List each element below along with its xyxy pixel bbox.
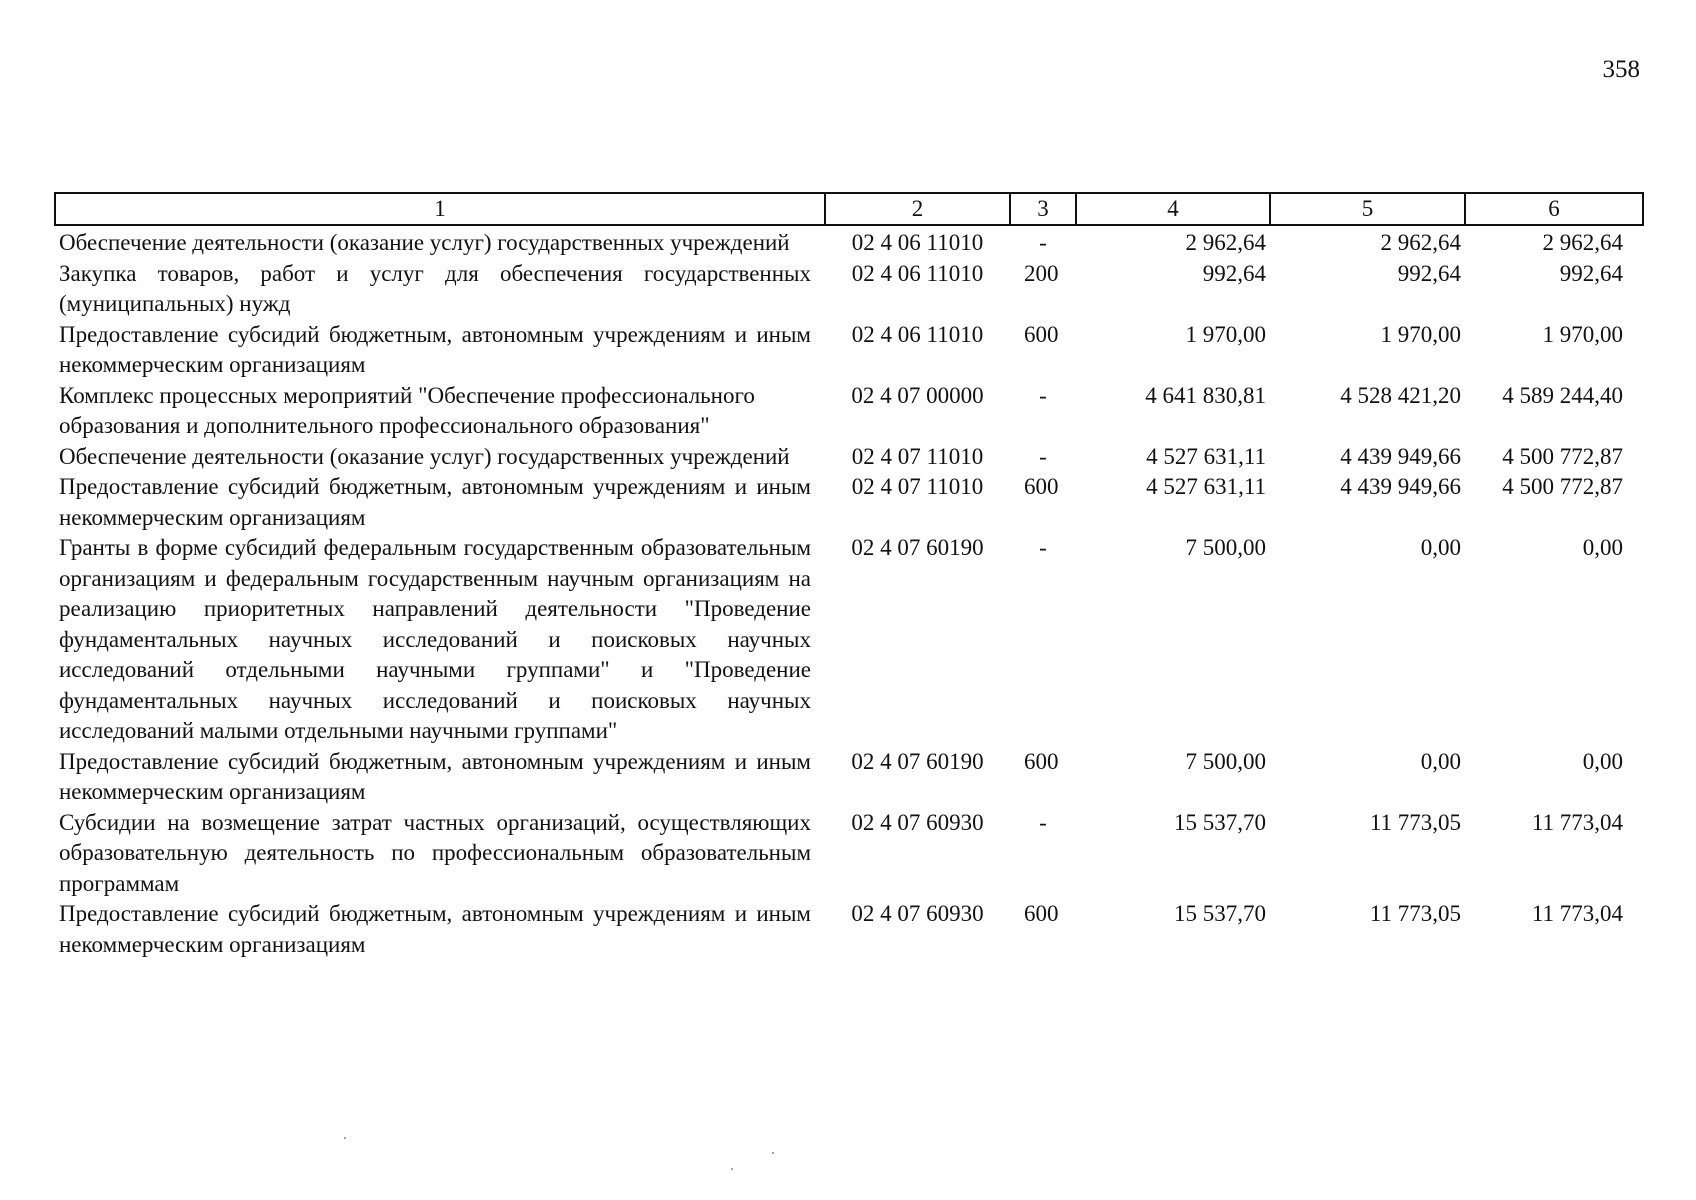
row-value-5: 2 962,64 bbox=[1380, 230, 1461, 255]
budget-table bbox=[54, 192, 1644, 960]
row-value-6: 11 773,04 bbox=[1531, 901, 1623, 926]
row-name: Предоставление субсидий бюджетным, автономным учреждениям и иным некоммерческим организациям bbox=[59, 901, 811, 957]
header-col-4: 4 bbox=[1076, 193, 1270, 225]
row-code: 02 4 06 11010 bbox=[851, 230, 984, 255]
row-value-5: 4 439 949,66 bbox=[1340, 443, 1461, 469]
row-name: Гранты в форме субсидий федеральным государственным образовательным организациям и федеральным государственным научным организациям на реализацию приоритетных направлений деятельности "Проведение фундаментальных научных исследований и поисковых научных исследований отдельными научными группами" и "Проведение фундаментальных научных исследований и поисковых научных исследований малыми отдельными научными группами" bbox=[59, 535, 811, 743]
row-name: Предоставление субсидий бюджетным, автономным учреждениям и иным некоммерческим организациям bbox=[59, 474, 811, 530]
row-name: Обеспечение деятельности (оказание услуг) государственных учреждений bbox=[59, 230, 790, 255]
header-row bbox=[55, 193, 1643, 225]
header-col-6: 6 bbox=[1465, 193, 1643, 225]
table-row bbox=[55, 808, 1643, 900]
table-row bbox=[55, 320, 1643, 381]
row-value-6: 1 970,00 bbox=[1542, 321, 1623, 347]
row-code: 02 4 07 60930 bbox=[851, 901, 984, 926]
row-type: - bbox=[1039, 382, 1047, 408]
row-value-4: 992,64 bbox=[1202, 260, 1266, 286]
table-row bbox=[55, 899, 1643, 960]
row-code: 02 4 06 11010 bbox=[851, 321, 984, 347]
table-header bbox=[55, 193, 1643, 225]
row-type: 600 bbox=[1024, 901, 1059, 926]
page-number: 358 bbox=[1602, 56, 1640, 83]
row-code: 02 4 07 60190 bbox=[851, 535, 984, 560]
table-row bbox=[55, 259, 1643, 320]
row-value-4: 4 641 830,81 bbox=[1145, 382, 1266, 408]
row-type: 600 bbox=[1024, 748, 1059, 774]
row-value-5: 11 773,05 bbox=[1369, 901, 1461, 926]
scan-speck bbox=[344, 1137, 346, 1139]
row-code: 02 4 07 11010 bbox=[851, 443, 984, 469]
row-code: 02 4 07 60930 bbox=[851, 809, 984, 835]
row-value-5: 11 773,05 bbox=[1369, 809, 1461, 835]
row-value-4: 7 500,00 bbox=[1185, 748, 1266, 774]
scan-speck bbox=[731, 1168, 733, 1170]
row-value-4: 15 537,70 bbox=[1174, 901, 1266, 926]
scan-speck bbox=[772, 1152, 774, 1154]
table-row bbox=[55, 747, 1643, 808]
header-col-2: 2 bbox=[825, 193, 1010, 225]
table-row bbox=[55, 472, 1643, 533]
row-value-4: 4 527 631,11 bbox=[1146, 443, 1266, 469]
row-value-6: 4 500 772,87 bbox=[1502, 443, 1623, 469]
row-name: Комплекс процессных мероприятий "Обеспечение профессионального образования и дополнительного профессионального образования" bbox=[59, 382, 755, 438]
row-name: Обеспечение деятельности (оказание услуг) государственных учреждений bbox=[59, 443, 790, 469]
row-type: 600 bbox=[1024, 474, 1059, 499]
row-name: Закупка товаров, работ и услуг для обеспечения государственных (муниципальных) нужд bbox=[59, 260, 811, 316]
table-row bbox=[55, 533, 1643, 747]
row-value-6: 992,64 bbox=[1559, 260, 1623, 286]
row-type: - bbox=[1039, 443, 1047, 469]
row-code: 02 4 07 11010 bbox=[851, 474, 984, 499]
row-type: 200 bbox=[1024, 260, 1059, 286]
row-value-5: 0,00 bbox=[1420, 748, 1461, 774]
row-value-6: 0,00 bbox=[1582, 748, 1623, 774]
row-value-5: 4 528 421,20 bbox=[1340, 382, 1461, 408]
row-value-4: 4 527 631,11 bbox=[1146, 474, 1266, 499]
table-row bbox=[55, 225, 1643, 259]
row-value-5: 992,64 bbox=[1397, 260, 1461, 286]
row-value-4: 1 970,00 bbox=[1185, 321, 1266, 347]
row-value-6: 4 500 772,87 bbox=[1502, 474, 1623, 499]
row-value-5: 1 970,00 bbox=[1380, 321, 1461, 347]
row-value-4: 7 500,00 bbox=[1185, 535, 1266, 560]
table-body bbox=[55, 225, 1643, 960]
row-value-6: 4 589 244,40 bbox=[1502, 382, 1623, 408]
header-col-5: 5 bbox=[1270, 193, 1465, 225]
header-col-1: 1 bbox=[55, 193, 825, 225]
row-code: 02 4 07 00000 bbox=[851, 382, 984, 408]
row-value-6: 0,00 bbox=[1582, 535, 1623, 560]
row-type: 600 bbox=[1024, 321, 1059, 347]
row-value-4: 15 537,70 bbox=[1174, 809, 1266, 835]
row-name: Субсидии на возмещение затрат частных организаций, осуществляющих образовательную деятельность по профессиональным образовательным программам bbox=[59, 809, 811, 896]
row-value-5: 0,00 bbox=[1420, 535, 1461, 560]
row-type: - bbox=[1039, 230, 1047, 255]
row-value-6: 11 773,04 bbox=[1531, 809, 1623, 835]
row-type: - bbox=[1039, 535, 1047, 560]
table-row bbox=[55, 381, 1643, 442]
row-code: 02 4 07 60190 bbox=[851, 748, 984, 774]
row-value-5: 4 439 949,66 bbox=[1340, 474, 1461, 499]
row-name: Предоставление субсидий бюджетным, автономным учреждениям и иным некоммерческим организациям bbox=[59, 748, 811, 804]
row-type: - bbox=[1039, 809, 1047, 835]
header-col-3: 3 bbox=[1010, 193, 1076, 225]
row-name: Предоставление субсидий бюджетным, автономным учреждениям и иным некоммерческим организациям bbox=[59, 321, 811, 377]
table-row bbox=[55, 442, 1643, 473]
row-value-6: 2 962,64 bbox=[1542, 230, 1623, 255]
row-value-4: 2 962,64 bbox=[1185, 230, 1266, 255]
row-code: 02 4 06 11010 bbox=[851, 260, 984, 286]
